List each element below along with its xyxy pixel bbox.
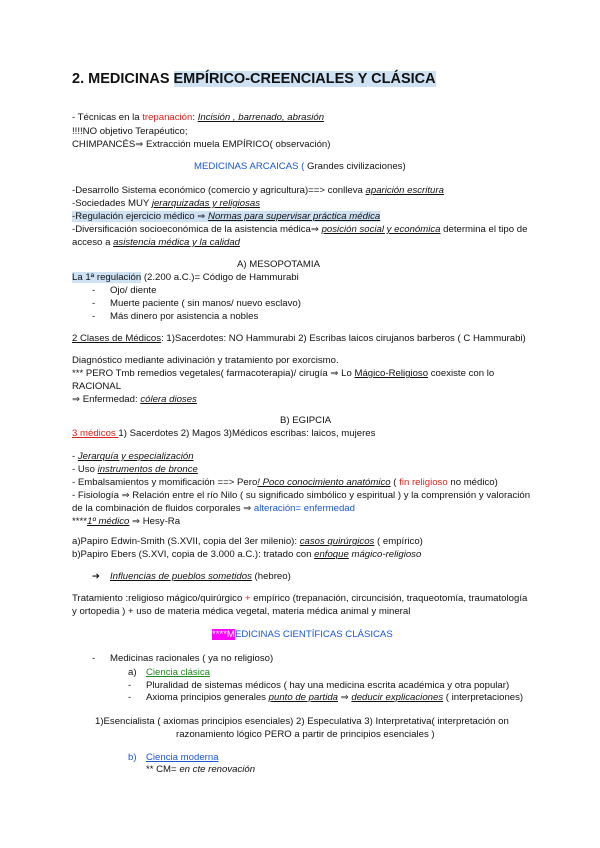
- pero-line: *** PERO Tmb remedios vegetales( farmacoterapia)/ cirugía ⇒ Lo Mágico-Religioso coexiste con lo: [72, 368, 495, 379]
- list-item: -: [92, 311, 96, 322]
- tratamiento-line-1: Tratamiento :religioso mágico/quirúrgico + empírico (trepanación, circuncisión, traqueotomía, traumatología: [72, 593, 528, 604]
- intro-line-3: CHIMPANCÉS⇒ Extracción muela EMPÍRICO( observación): [72, 139, 331, 150]
- cientificas-heading: ****MEDICINAS CIENTÍFICAS CLÁSICAS: [212, 629, 393, 640]
- pluralidad-line: Pluralidad de sistemas médicos ( hay una medicina escrita académica y otra popular): [146, 680, 510, 691]
- tres-medicos-line: 3 médicos 1) Sacerdotes 2) Magos 3)Médicos escribas: laicos, mujeres: [72, 428, 376, 439]
- page-title: 2. MEDICINAS EMPÍRICO-CREENCIALES Y CLÁSICA: [72, 71, 436, 87]
- ciencia-moderna-title: Ciencia moderna: [146, 752, 219, 763]
- jerarquia-line: - Jerarquía y especialización: [72, 451, 194, 462]
- fisiologia-line-1: - Fisiología ⇒ Relación entre el río Nilo ( su significado simbólico y espiritual ) y la comprensión y valoración: [72, 490, 531, 501]
- enfermedad-line: ⇒ Enfermedad: cólera dioses: [72, 394, 197, 405]
- intro-line-1: - Técnicas en la trepanación: Incisión , barrenado, abrasión: [72, 112, 325, 123]
- clases-line: 2 Clases de Médicos: 1)Sacerdotes: NO Hammurabi 2) Escribas laicos cirujanos barberos ( C Hammurabi): [72, 333, 526, 344]
- axioma-line: Axioma principios generales punto de partida ⇒ deducir explicaciones ( interpretaciones): [146, 692, 524, 703]
- item-b-label: b): [128, 752, 137, 763]
- ciencia-clasica-title: Ciencia clásica: [146, 667, 210, 678]
- arcaicas-line-3: -Regulación ejercicio médico ⇒ Normas para supervisar práctica médica: [72, 211, 381, 222]
- title-highlight: EMPÍRICO-CREENCIALES Y CLÁSICA: [173, 71, 436, 87]
- uso-line: - Uso instrumentos de bronce: [72, 464, 198, 475]
- fisiologia-line-2: de la combinación de fluidos corporales ⇒ alteración= enfermedad: [72, 503, 355, 514]
- item-a-label: a): [128, 667, 137, 678]
- list-item: -: [92, 298, 96, 309]
- arcaicas-line-1: -Desarrollo Sistema económico (comercio y agricultura)==> conlleva aparición escritura: [72, 185, 444, 196]
- egipcia-heading: B) EGIPCIA: [280, 415, 332, 426]
- racionales-line: Medicinas racionales ( ya no religioso): [110, 653, 274, 664]
- influencias-line: Influencias de pueblos sometidos (hebreo): [110, 571, 291, 582]
- papiro-a-line: a)Papiro Edwin-Smith (S.XVII, copia del 3er milenio): casos quirúrgicos ( empírico): [72, 536, 423, 547]
- intro-line-2: !!!!NO objetivo Terapéutico;: [72, 126, 188, 137]
- diagnostico-line: Diagnóstico mediante adivinación y tratamiento por exorcismo.: [72, 355, 339, 366]
- list-item: -: [128, 680, 132, 691]
- list-item: -: [92, 285, 96, 296]
- list-item-text: Ojo/ diente: [110, 285, 157, 296]
- arcaicas-line-5: acceso a asistencia médica y la calidad: [72, 237, 240, 248]
- arcaicas-line-4: -Diversificación socioeconómica de la asistencia médica⇒ posición social y económica determina el tipo de: [72, 224, 528, 235]
- arcaicas-heading: MEDICINAS ARCAICAS ( Grandes civilizaciones): [194, 161, 406, 172]
- list-item: -: [92, 653, 96, 664]
- list-item: -: [128, 692, 132, 703]
- esencialista-line-2: razonamiento lógico PERO a partir de principios esenciales ): [176, 729, 435, 740]
- list-item-text: Muerte paciente ( sin manos/ nuevo esclavo): [110, 298, 301, 309]
- primer-medico-line: ****1º médico ⇒ Hesy-Ra: [72, 516, 181, 527]
- list-item-text: Más dinero por asistencia a nobles: [110, 311, 259, 322]
- cm-line: ** CM= en cte renovación: [146, 764, 256, 775]
- mesopotamia-heading: A) MESOPOTAMIA: [237, 259, 320, 270]
- racional-line: RACIONAL: [72, 381, 122, 392]
- arcaicas-line-2: -Sociedades MUY jerarquizadas y religiosas: [72, 198, 261, 209]
- papiro-b-line: b)Papiro Ebers (S.XVI, copia de 3.000 a.C.): tratado con enfoque mágico-religioso: [72, 549, 422, 560]
- embalsamientos-line: - Embalsamientos y momificación ==> Pero! Poco conocimiento anatómico ( fin religioso no médico): [72, 477, 498, 488]
- esencialista-line-1: 1)Esencialista ( axiomas principios esenciales) 2) Especulativa 3) Interpretativa( interpretación on: [95, 716, 509, 727]
- regulacion-line: La 1ª regulación (2.200 a.C.)= Código de Hammurabi: [72, 272, 299, 283]
- arrow-icon: ➔: [92, 571, 101, 582]
- tratamiento-line-2: y ortopedia ) + uso de materia médica vegetal, materia médica animal y mineral: [72, 606, 411, 617]
